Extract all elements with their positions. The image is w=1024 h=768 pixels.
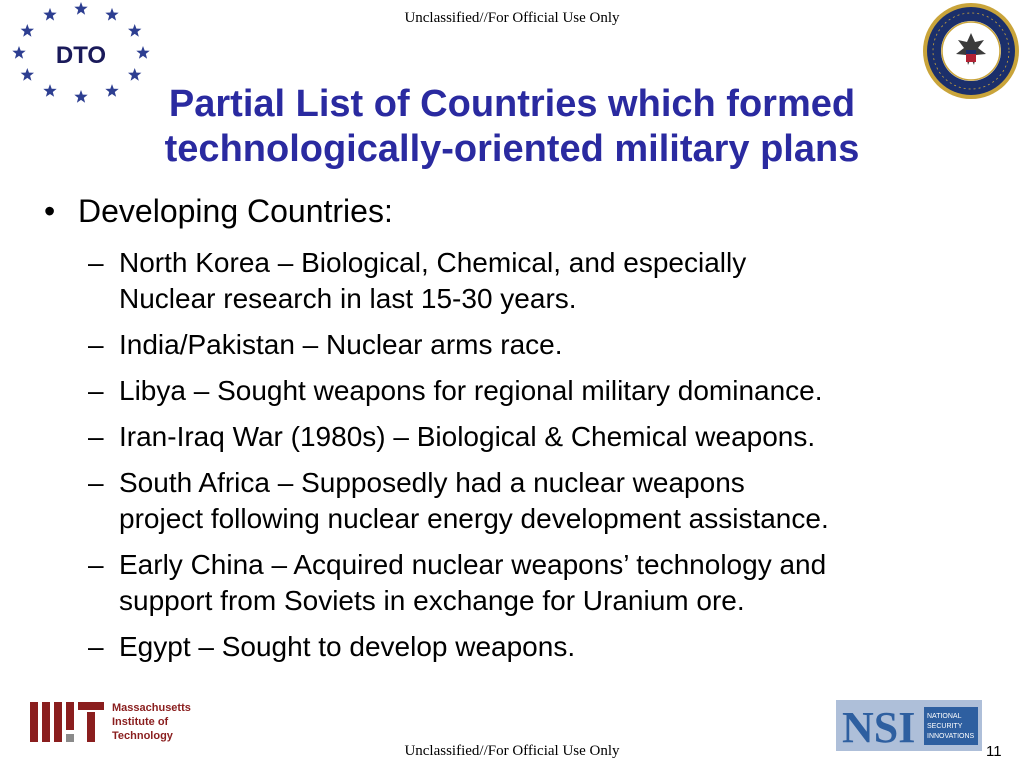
page-number: 11 (986, 743, 1002, 760)
classification-header: Unclassified//For Official Use Only (404, 10, 620, 26)
dto-logo-text: DTO (55, 42, 107, 69)
list-item-india-pakistan (88, 327, 1008, 363)
slide-title (0, 82, 1024, 172)
nsi-name-line: SECURITY (927, 723, 963, 730)
list-item-early-china (88, 547, 1008, 619)
nsi-abbrev: NSI (842, 703, 916, 751)
list-item-line: Egypt – Sought to develop weapons. (119, 631, 576, 662)
mit-name (112, 701, 191, 743)
list-item-iran-iraq (88, 419, 1008, 455)
list-item-line: Nuclear research in last 15-30 years. (119, 283, 577, 314)
list-item-line: Libya – Sought weapons for regional military dominance. (119, 375, 823, 406)
list-item-line: Iran-Iraq War (1980s) – Biological & Chemical weapons. (119, 421, 816, 452)
mit-name-line: Technology (112, 730, 173, 742)
bullet-heading: Developing Countries: (78, 193, 393, 229)
slide-title-line-2: technologically-oriented military plans (164, 128, 860, 170)
star-icon (128, 24, 141, 37)
mit-name-line: Massachusetts (112, 702, 191, 714)
star-icon (43, 8, 56, 21)
dash-icon: – (88, 247, 104, 278)
list-item-south-africa (88, 465, 1008, 537)
list-item-line: North Korea – Biological, Chemical, and especially (119, 247, 747, 278)
list-item-line: India/Pakistan – Nuclear arms race. (119, 329, 563, 360)
dash-icon: – (88, 549, 104, 580)
dash-icon: – (88, 421, 104, 452)
star-icon (74, 2, 87, 15)
nsi-name-line: NATIONAL (927, 713, 962, 720)
dash-icon: – (88, 467, 104, 498)
dash-icon: – (88, 631, 104, 662)
list-item-line: Early China – Acquired nuclear weapons’ technology and (119, 549, 827, 580)
star-icon (21, 24, 34, 37)
star-icon (12, 46, 25, 59)
mit-name-line: Institute of (112, 716, 169, 728)
slide-title-line-1: Partial List of Countries which formed (168, 83, 856, 125)
star-icon (105, 8, 118, 21)
list-item-line: support from Soviets in exchange for Uranium ore. (119, 585, 745, 616)
dash-icon: – (88, 375, 104, 406)
bullet-icon: • (44, 193, 56, 229)
country-list (88, 245, 1008, 675)
star-icon (21, 68, 34, 81)
list-item-line: project following nuclear energy development assistance. (119, 503, 829, 534)
nsi-name-line: INNOVATIONS (927, 733, 975, 740)
list-item-libya (88, 373, 1008, 409)
list-item-line: South Africa – Supposedly had a nuclear weapons (119, 467, 745, 498)
star-icon (128, 68, 141, 81)
dash-icon: – (88, 329, 104, 360)
star-icon (136, 46, 149, 59)
list-item-north-korea (88, 245, 1008, 317)
list-item-egypt (88, 629, 1008, 665)
bullet-developing-countries (44, 193, 393, 230)
classification-footer: Unclassified//For Official Use Only (404, 743, 620, 759)
